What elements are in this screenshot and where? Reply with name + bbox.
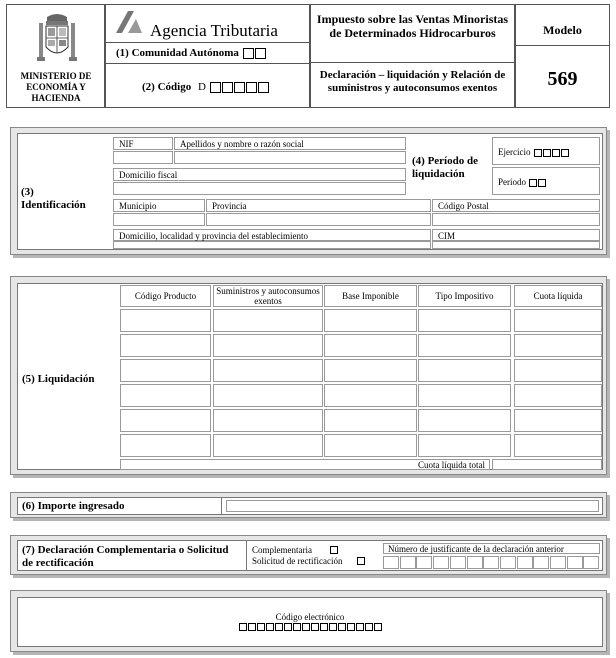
total-row bbox=[120, 459, 490, 470]
justificante-digit[interactable] bbox=[450, 556, 466, 569]
municipio-input[interactable] bbox=[113, 213, 205, 226]
domicilio-establecimiento-label: Domicilio, localidad y provincia del establecimiento bbox=[119, 231, 308, 241]
column-header-tipo-impositivo: Tipo Impositivo bbox=[418, 285, 511, 307]
ejercicio-label: Ejercicio bbox=[498, 147, 569, 157]
provincia-label-box bbox=[206, 199, 431, 212]
justificante-digit[interactable] bbox=[583, 556, 599, 569]
justificante-digit[interactable] bbox=[500, 556, 516, 569]
cim-label: CIM bbox=[438, 231, 456, 241]
municipio-label: Municipio bbox=[119, 201, 157, 211]
justificante-digit[interactable] bbox=[400, 556, 416, 569]
domicilio-fiscal-label-box bbox=[113, 168, 406, 181]
importe-panel bbox=[10, 492, 607, 518]
comunidad-label: (1) Comunidad Autónoma bbox=[116, 46, 266, 60]
codigo-electronico-boxes bbox=[18, 622, 602, 632]
codigo-electronico-digit[interactable] bbox=[275, 623, 283, 631]
liquidacion-cell[interactable] bbox=[418, 434, 511, 457]
periodo-label: Período bbox=[498, 177, 546, 187]
liquidacion-cell[interactable] bbox=[324, 434, 417, 457]
agency-logo-icon bbox=[114, 9, 144, 35]
codigo-electronico-digit[interactable] bbox=[293, 623, 301, 631]
liquidacion-cell[interactable] bbox=[514, 409, 602, 432]
codigo-digit-1[interactable] bbox=[210, 82, 221, 93]
complementaria-checkbox[interactable] bbox=[330, 546, 338, 554]
codigo-electronico-digit[interactable] bbox=[284, 623, 292, 631]
liquidacion-cell[interactable] bbox=[514, 309, 602, 332]
total-input[interactable] bbox=[492, 459, 602, 470]
liquidacion-cell[interactable] bbox=[418, 384, 511, 407]
column-header-codigo-producto: Código Producto bbox=[120, 285, 211, 307]
periodo-digit-2[interactable] bbox=[538, 179, 546, 187]
complementaria-panel bbox=[10, 535, 607, 575]
codigo-electronico-digit[interactable] bbox=[356, 623, 364, 631]
liquidacion-cell[interactable] bbox=[213, 434, 323, 457]
codigo-electronico-digit[interactable] bbox=[239, 623, 247, 631]
coat-of-arms-icon bbox=[35, 9, 79, 65]
liquidacion-cell[interactable] bbox=[120, 309, 211, 332]
comunidad-digit-1[interactable] bbox=[243, 48, 254, 59]
liquidacion-cell[interactable] bbox=[418, 359, 511, 382]
ejercicio-box bbox=[492, 137, 600, 165]
codigo-electronico-digit[interactable] bbox=[302, 623, 310, 631]
liquidacion-label: (5) Liquidación bbox=[22, 373, 95, 385]
comunidad-digit-2[interactable] bbox=[255, 48, 266, 59]
ejercicio-digit-4[interactable] bbox=[561, 149, 569, 157]
justificante-digit[interactable] bbox=[383, 556, 399, 569]
justificante-digit[interactable] bbox=[533, 556, 549, 569]
ejercicio-digit-2[interactable] bbox=[543, 149, 551, 157]
liquidacion-cell[interactable] bbox=[324, 384, 417, 407]
codigo-electronico-label: Código electrónico bbox=[275, 612, 345, 622]
domicilio-fiscal-label: Domicilio fiscal bbox=[119, 170, 178, 180]
importe-label: (6) Importe ingresado bbox=[22, 500, 125, 512]
total-label: Cuota líquida total bbox=[418, 460, 485, 470]
liquidacion-cell[interactable] bbox=[514, 359, 602, 382]
justificante-label: Número de justificante de la declaración anterior bbox=[388, 544, 564, 554]
periodo-section-label: (4) Período de liquidación bbox=[412, 155, 478, 180]
municipio-label-box bbox=[113, 199, 205, 212]
modelo-label: Modelo bbox=[543, 23, 582, 37]
liquidacion-cell[interactable] bbox=[120, 409, 211, 432]
liquidacion-cell[interactable] bbox=[324, 334, 417, 357]
codigo-electronico-panel bbox=[10, 590, 607, 652]
nif-input[interactable] bbox=[113, 151, 173, 164]
liquidacion-cell[interactable] bbox=[324, 359, 417, 382]
codigo-electronico-inner bbox=[17, 597, 603, 647]
codigo-row: (2) Código D bbox=[142, 80, 269, 94]
nombre-label-box bbox=[174, 137, 406, 150]
cim-label-box bbox=[432, 229, 600, 241]
nombre-label: Apellidos y nombre o razón social bbox=[180, 139, 304, 149]
justificante-digit[interactable] bbox=[433, 556, 449, 569]
codigo-postal-label-box bbox=[432, 199, 600, 212]
provincia-label: Provincia bbox=[212, 201, 247, 211]
liquidacion-cell[interactable] bbox=[120, 359, 211, 382]
periodo-digit-1[interactable] bbox=[529, 179, 537, 187]
identificacion-label: (3) Identificación bbox=[21, 186, 86, 211]
declaration-title: Declaración – liquidación y Relación de suministros y autoconsumos exentos bbox=[319, 69, 506, 94]
codigo-electronico-digit[interactable] bbox=[347, 623, 355, 631]
codigo-digit-2[interactable] bbox=[222, 82, 233, 93]
codigo-electronico-digit[interactable] bbox=[320, 623, 328, 631]
rectificacion-checkbox[interactable] bbox=[357, 557, 365, 565]
justificante-digit[interactable] bbox=[483, 556, 499, 569]
justificante-digit[interactable] bbox=[467, 556, 483, 569]
codigo-electronico-digit[interactable] bbox=[338, 623, 346, 631]
codigo-digit-3[interactable] bbox=[234, 82, 245, 93]
codigo-electronico-digit[interactable] bbox=[365, 623, 373, 631]
liquidacion-cell[interactable] bbox=[213, 409, 323, 432]
codigo-postal-label: Código Postal bbox=[438, 201, 489, 211]
identificacion-inner bbox=[17, 133, 603, 250]
nombre-input[interactable] bbox=[174, 151, 406, 164]
liquidacion-cell[interactable] bbox=[324, 409, 417, 432]
liquidacion-cell[interactable] bbox=[418, 409, 511, 432]
domicilio-establecimiento-label-box bbox=[113, 229, 431, 241]
codigo-electronico-digit[interactable] bbox=[329, 623, 337, 631]
liquidacion-cell[interactable] bbox=[514, 334, 602, 357]
liquidacion-cell[interactable] bbox=[120, 434, 211, 457]
header-modelo-box bbox=[515, 4, 610, 108]
liquidacion-cell[interactable] bbox=[120, 384, 211, 407]
importe-inner bbox=[17, 497, 603, 515]
liquidacion-cell[interactable] bbox=[514, 434, 602, 457]
tax-title: Impuesto sobre las Ventas Minoristas de Determinados Hidrocarburos bbox=[316, 12, 509, 40]
codigo-electronico-digit[interactable] bbox=[257, 623, 265, 631]
nif-label-box bbox=[113, 137, 173, 150]
column-header-base-imponible: Base Imponible bbox=[324, 285, 417, 307]
liquidacion-cell[interactable] bbox=[324, 309, 417, 332]
liquidacion-cell[interactable] bbox=[213, 334, 323, 357]
identificacion-panel bbox=[10, 127, 607, 255]
justificante-digit[interactable] bbox=[416, 556, 432, 569]
codigo-postal-input[interactable] bbox=[432, 213, 600, 226]
header-logo-box bbox=[6, 4, 105, 108]
liquidacion-panel bbox=[10, 276, 607, 475]
liquidacion-cell[interactable] bbox=[213, 309, 323, 332]
complementaria-inner bbox=[17, 540, 603, 571]
codigo-electronico-digit[interactable] bbox=[311, 623, 319, 631]
codigo-digit-4[interactable] bbox=[246, 82, 257, 93]
liquidacion-cell[interactable] bbox=[514, 384, 602, 407]
codigo-electronico-digit[interactable] bbox=[374, 623, 382, 631]
codigo-digit-5[interactable] bbox=[258, 82, 269, 93]
codigo-electronico-digit[interactable] bbox=[266, 623, 274, 631]
liquidacion-cell[interactable] bbox=[418, 334, 511, 357]
justificante-label-box bbox=[383, 543, 600, 554]
justificante-digit[interactable] bbox=[517, 556, 533, 569]
column-header-cuota-liquida: Cuota líquida bbox=[514, 285, 602, 307]
ejercicio-digit-1[interactable] bbox=[534, 149, 542, 157]
ejercicio-digit-3[interactable] bbox=[552, 149, 560, 157]
agency-name: Agencia Tributaria bbox=[150, 21, 278, 40]
justificante-digit[interactable] bbox=[550, 556, 566, 569]
complementaria-label: (7) Declaración Complementaria o Solicitud de rectificación bbox=[22, 544, 229, 569]
liquidacion-cell[interactable] bbox=[120, 334, 211, 357]
header-title-box bbox=[310, 4, 515, 108]
column-header-suministros: Suministros y autoconsumos exentos bbox=[213, 285, 323, 307]
justificante-digit[interactable] bbox=[567, 556, 583, 569]
complementaria-option: Complementaria bbox=[252, 545, 312, 555]
modelo-number: 569 bbox=[547, 68, 578, 90]
importe-input[interactable] bbox=[226, 500, 599, 512]
liquidacion-cell[interactable] bbox=[418, 309, 511, 332]
liquidacion-inner bbox=[17, 283, 603, 470]
cim-input[interactable] bbox=[432, 241, 600, 249]
ministry-name: MINISTERIO DE ECONOMÍA Y HACIENDA bbox=[20, 71, 92, 103]
provincia-input[interactable] bbox=[206, 213, 431, 226]
liquidacion-cell[interactable] bbox=[213, 384, 323, 407]
liquidacion-cell[interactable] bbox=[213, 359, 323, 382]
rectificacion-option: Solicitud de rectificación bbox=[252, 556, 343, 566]
nif-label: NIF bbox=[119, 139, 134, 149]
periodo-box bbox=[492, 167, 600, 195]
codigo-electronico-digit[interactable] bbox=[248, 623, 256, 631]
domicilio-establecimiento-input[interactable] bbox=[113, 241, 431, 249]
header-agency-box bbox=[105, 4, 310, 108]
domicilio-fiscal-input[interactable] bbox=[113, 182, 406, 195]
